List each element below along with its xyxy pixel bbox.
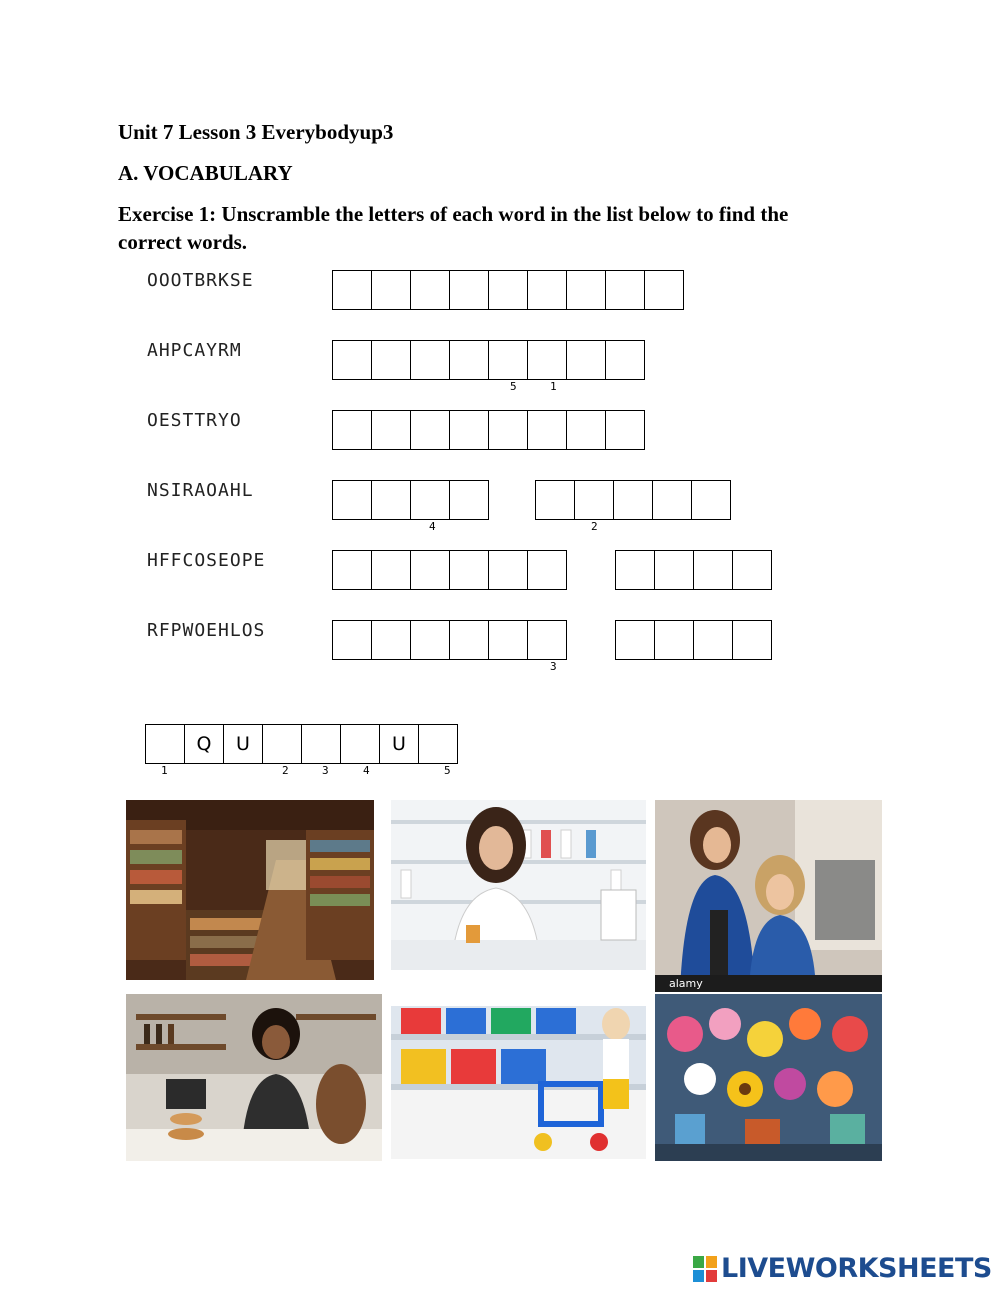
liveworksheets-logo-text: LIVEWORKSHEETS xyxy=(721,1253,992,1284)
toy-store-image xyxy=(391,994,646,1159)
worksheet-title: Unit 7 Lesson 3 Everybodyup3 xyxy=(118,120,394,144)
scrambled-word-4: NSIRAOAHL xyxy=(147,480,254,501)
instruction-line-1: Exercise 1: Unscramble the letters of each word in the list below to find the xyxy=(118,202,789,226)
letter-box[interactable] xyxy=(371,480,411,520)
secret-number: 2 xyxy=(282,764,289,777)
letter-box[interactable] xyxy=(449,270,489,310)
letter-box[interactable] xyxy=(615,620,655,660)
exercise-instruction xyxy=(118,200,788,256)
letter-box[interactable] xyxy=(644,270,684,310)
answer-boxes-2 xyxy=(332,340,645,380)
letter-box[interactable] xyxy=(488,270,528,310)
letter-box[interactable] xyxy=(449,340,489,380)
secret-letter-box: U xyxy=(379,724,419,764)
watermark-text: alamy xyxy=(669,977,703,990)
secret-number: 1 xyxy=(161,764,168,777)
letter-box[interactable] xyxy=(488,620,528,660)
letter-box[interactable] xyxy=(566,270,606,310)
letter-box[interactable] xyxy=(332,620,372,660)
letter-box[interactable] xyxy=(371,620,411,660)
letter-box[interactable] xyxy=(449,620,489,660)
secret-letter-box: Q xyxy=(184,724,224,764)
letter-box[interactable] xyxy=(332,270,372,310)
letter-box[interactable] xyxy=(605,340,645,380)
letter-box[interactable] xyxy=(691,480,731,520)
letter-box[interactable] xyxy=(654,550,694,590)
letter-box[interactable] xyxy=(732,620,772,660)
letter-box[interactable] xyxy=(527,340,567,380)
secret-letter-box: U xyxy=(223,724,263,764)
letter-box[interactable] xyxy=(371,550,411,590)
scrambled-word-3: OESTTRYO xyxy=(147,410,242,431)
clue-number: 3 xyxy=(550,660,557,673)
letter-box[interactable] xyxy=(605,270,645,310)
liveworksheets-logo-icon xyxy=(693,1256,717,1282)
secret-number: 5 xyxy=(444,764,451,777)
clue-number: 1 xyxy=(550,380,557,393)
letter-box[interactable] xyxy=(654,620,694,660)
letter-box[interactable] xyxy=(410,270,450,310)
secret-letter-box[interactable] xyxy=(145,724,185,764)
secret-number: 3 xyxy=(322,764,329,777)
letter-box[interactable] xyxy=(449,550,489,590)
letter-box[interactable] xyxy=(488,550,528,590)
answer-boxes-4a xyxy=(332,480,489,520)
letter-box[interactable] xyxy=(652,480,692,520)
florist-image xyxy=(655,994,882,1161)
scrambled-word-2: AHPCAYRM xyxy=(147,340,242,361)
letter-box[interactable] xyxy=(693,550,733,590)
scrambled-word-6: RFPWOEHLOS xyxy=(147,620,266,641)
letter-box[interactable] xyxy=(527,620,567,660)
letter-box[interactable] xyxy=(488,340,528,380)
pharmacy-image xyxy=(391,800,646,970)
answer-boxes-3 xyxy=(332,410,645,450)
letter-box[interactable] xyxy=(693,620,733,660)
scrambled-word-5: HFFCOSEOPE xyxy=(147,550,266,571)
hair-salon-image xyxy=(655,800,882,992)
clue-number: 2 xyxy=(591,520,598,533)
clue-number: 5 xyxy=(510,380,517,393)
letter-box[interactable] xyxy=(410,480,450,520)
secret-letter-box[interactable] xyxy=(418,724,458,764)
coffee-shop-image xyxy=(126,994,382,1161)
letter-box[interactable] xyxy=(449,480,489,520)
letter-box[interactable] xyxy=(732,550,772,590)
letter-box[interactable] xyxy=(449,410,489,450)
letter-box[interactable] xyxy=(371,410,411,450)
letter-box[interactable] xyxy=(605,410,645,450)
scrambled-word-1: OOOTBRKSE xyxy=(147,270,254,291)
letter-box[interactable] xyxy=(371,340,411,380)
letter-box[interactable] xyxy=(574,480,614,520)
letter-box[interactable] xyxy=(332,340,372,380)
letter-box[interactable] xyxy=(371,270,411,310)
letter-box[interactable] xyxy=(332,480,372,520)
answer-boxes-5a xyxy=(332,550,567,590)
letter-box[interactable] xyxy=(488,410,528,450)
letter-box[interactable] xyxy=(566,340,606,380)
letter-box[interactable] xyxy=(566,410,606,450)
bookstore-image xyxy=(126,800,374,980)
secret-letter-box[interactable] xyxy=(340,724,380,764)
secret-letter-box[interactable] xyxy=(301,724,341,764)
letter-box[interactable] xyxy=(332,410,372,450)
letter-box[interactable] xyxy=(527,410,567,450)
letter-box[interactable] xyxy=(410,410,450,450)
letter-box[interactable] xyxy=(332,550,372,590)
liveworksheets-logo xyxy=(693,1253,992,1284)
answer-boxes-4b xyxy=(535,480,731,520)
letter-box[interactable] xyxy=(410,550,450,590)
secret-number: 4 xyxy=(363,764,370,777)
letter-box[interactable] xyxy=(615,550,655,590)
clue-number: 4 xyxy=(429,520,436,533)
section-heading: A. VOCABULARY xyxy=(118,161,293,185)
answer-boxes-6b xyxy=(615,620,772,660)
letter-box[interactable] xyxy=(613,480,653,520)
answer-boxes-1 xyxy=(332,270,684,310)
secret-letter-box[interactable] xyxy=(262,724,302,764)
instruction-line-2: correct words. xyxy=(118,230,248,254)
letter-box[interactable] xyxy=(410,340,450,380)
secret-word-boxes xyxy=(145,724,458,764)
answer-boxes-6a xyxy=(332,620,567,660)
answer-boxes-5b xyxy=(615,550,772,590)
letter-box[interactable] xyxy=(527,270,567,310)
letter-box[interactable] xyxy=(535,480,575,520)
letter-box[interactable] xyxy=(410,620,450,660)
letter-box[interactable] xyxy=(527,550,567,590)
